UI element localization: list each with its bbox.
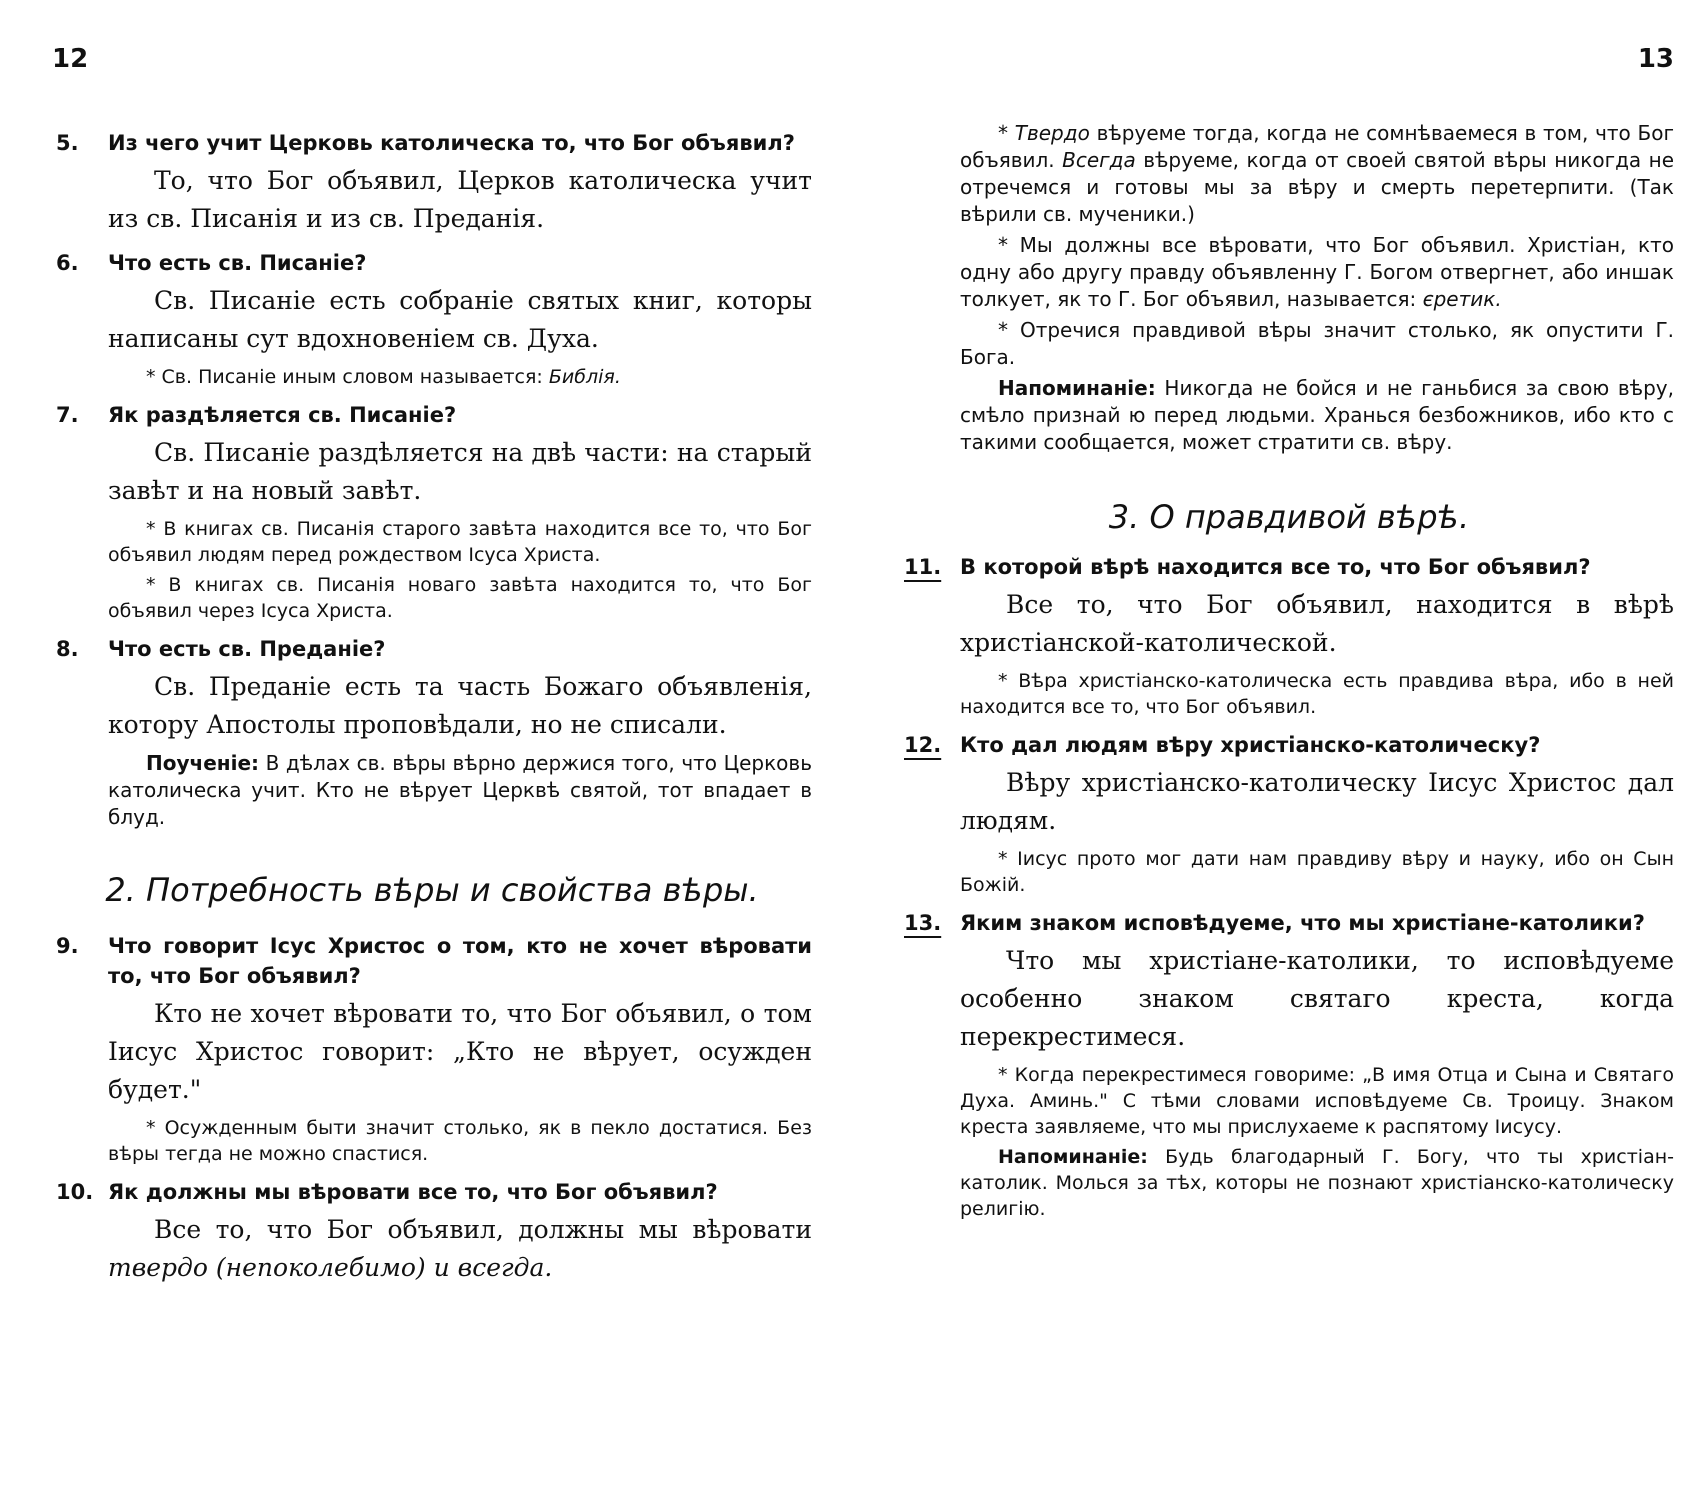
- question-13: [904, 908, 1674, 938]
- answer-9: Кто не хочет вѣровати то, что Бог объявил, о том Іисус Христос говорит: „Кто не вѣрует, осужден будет.": [108, 999, 812, 1104]
- question-8: [52, 634, 812, 664]
- question-text: Як должны мы вѣровати все то, что Бог объявил?: [108, 1180, 718, 1204]
- question-number: 10.: [56, 1180, 94, 1204]
- question-text: Что говорит Ісус Христос о том, кто не хочет вѣровати то, что Бог объявил?: [108, 934, 812, 988]
- note-7b: * В книгах св. Писанія новаго завѣта находится то, что Бог объявил через Ісуса Христа.: [108, 574, 812, 622]
- page-number: 13: [1637, 44, 1674, 74]
- question-11: [904, 552, 1674, 582]
- question-text: Як раздѣляется св. Писаніе?: [108, 403, 457, 427]
- question-text: Что есть св. Писаніе?: [108, 251, 367, 275]
- lesson-text: В дѣлах св. вѣры вѣрно держися того, что Церковь католическа учит. Кто не вѣрует Церквѣ святой, тот впадает в блуд.: [108, 751, 812, 829]
- reminder-2: [904, 1144, 1674, 1222]
- note-7a: * В книгах св. Писанія старого завѣта находится все то, что Бог объявил людям перед рождеством Ісуса Христа.: [108, 518, 812, 566]
- note-12: * Іисус прото мог дати нам правдиву вѣру и науку, ибо он Сын Божій.: [960, 848, 1674, 896]
- page-number: 12: [52, 44, 89, 74]
- answer-13: Что мы христіане-католики, то исповѣдуеме особенно знаком святаго креста, когда перекрестимеся.: [960, 946, 1674, 1051]
- note-text: вѣруеме, когда от своей святой вѣры никогда не отречемся и готовы мы за вѣру и смерть перетерпити. (Так вѣрили св. мученики.): [960, 148, 1675, 226]
- answer-12: Вѣру христіанско-католическу Іисус Христос дал людям.: [960, 768, 1674, 835]
- note-text: *: [998, 121, 1008, 145]
- note-text: вѣруеме тогда, когда не сомнѣваемеся в том, что Бог объявил.: [960, 121, 1675, 172]
- answer-5: То, что Бог объявил, Церков католическа учит из св. Писанія и из св. Преданія.: [108, 166, 812, 233]
- question-5: [52, 128, 812, 158]
- reminder-label: Напоминаніе:: [998, 376, 1156, 400]
- note-italic: Библія.: [548, 366, 621, 388]
- answer-10: [52, 1211, 812, 1287]
- question-text: Яким знаком исповѣдуеме, что мы христіане-католики?: [960, 911, 1645, 935]
- answer-italic: твердо (непоколебимо) и всегда.: [108, 1253, 553, 1282]
- answer-text: Все то, что Бог объявил, должны мы вѣровати: [154, 1215, 812, 1244]
- answer-7: Св. Писаніе раздѣляется на двѣ части: на старый завѣт и на новый завѣт.: [108, 438, 812, 505]
- note-10b: [904, 232, 1674, 313]
- left-page: [52, 0, 812, 1500]
- section-heading-2: 2. Потребность вѣры и свойства вѣры.: [105, 871, 759, 909]
- note-9: * Осужденным быти значит столько, як в пекло достатися. Без вѣры тегда не можно спастися.: [108, 1117, 812, 1165]
- question-number: 5.: [56, 131, 79, 155]
- question-number: 12.: [904, 733, 942, 757]
- lesson-label: Поученіе:: [146, 751, 260, 775]
- note-text: * Мы должны все вѣровати, что Бог объявил. Христіан, кто одну або другу правду объявленну Г. Богом отвергнет, або иншак толкует, як то Г. Бог объявил, называется:: [960, 233, 1674, 311]
- question-number: 8.: [56, 637, 79, 661]
- reminder-label: Напоминаніе:: [998, 1146, 1148, 1168]
- reminder-text: Будь благодарный Г. Богу, что ты христіан-католик. Молься за тѣх, которы не познают христіанско-католическу религію.: [960, 1146, 1674, 1220]
- question-10: [52, 1177, 812, 1207]
- note-italic: єретик.: [1422, 287, 1502, 311]
- note-11: * Вѣра христіанско-католическа есть правдива вѣра, ибо в ней находится все то, что Бог объявил.: [960, 670, 1674, 718]
- note-italic: Твердо: [1014, 121, 1090, 145]
- question-6: [52, 248, 812, 278]
- note-text: * Св. Писаніе иным словом называется:: [146, 366, 543, 388]
- question-text: Что есть св. Преданіе?: [108, 637, 386, 661]
- question-number: 13.: [904, 911, 942, 935]
- answer-6: Св. Писаніе есть собраніе святых книг, которы написаны сут вдохновеніем св. Духа.: [108, 286, 812, 353]
- reminder-1: [904, 375, 1674, 456]
- reminder-text: Никогда не бойся и не ганьбися за свою вѣру, смѣло признай ю перед людьми. Хранься безбожников, ибо кто с такими сообщается, может стратити св. вѣру.: [960, 376, 1674, 454]
- right-page: [904, 0, 1674, 1500]
- question-number: 9.: [56, 934, 79, 958]
- question-text: Из чего учит Церковь католическа то, что Бог объявил?: [108, 131, 795, 155]
- question-number: 6.: [56, 251, 79, 275]
- section-heading-3: 3. О правдивой вѣрѣ.: [1108, 498, 1470, 536]
- note-10c: * Отречися правдивой вѣры значит столько, як опустити Г. Бога.: [960, 318, 1674, 369]
- right-page-content: [904, 116, 1674, 1226]
- question-number: 11.: [904, 555, 942, 579]
- question-text: Кто дал людям вѣру христіанско-католическу?: [960, 733, 1541, 757]
- left-page-content: [52, 118, 812, 1293]
- answer-8: Св. Преданіе есть та часть Божаго объявленія, котору Апостолы проповѣдали, но не списали.: [108, 672, 812, 739]
- question-9: [52, 931, 812, 991]
- note-6: [52, 364, 812, 390]
- lesson: [52, 750, 812, 831]
- question-text: В которой вѣрѣ находится все то, что Бог объявил?: [960, 555, 1591, 579]
- note-italic: Всегда: [1062, 148, 1136, 172]
- note-10a: [904, 120, 1674, 228]
- question-12: [904, 730, 1674, 760]
- note-13: * Когда перекрестимеся говориме: „В имя Отца и Сына и Святаго Духа. Аминь." С тѣми словами исповѣдуеме Св. Троицу. Знаком креста заявляеме, что мы прислухаеме к распятому Іисусу.: [960, 1064, 1674, 1138]
- answer-11: Все то, что Бог объявил, находится в вѣрѣ христіанской-католической.: [960, 590, 1674, 657]
- question-number: 7.: [56, 403, 79, 427]
- question-7: [52, 400, 812, 430]
